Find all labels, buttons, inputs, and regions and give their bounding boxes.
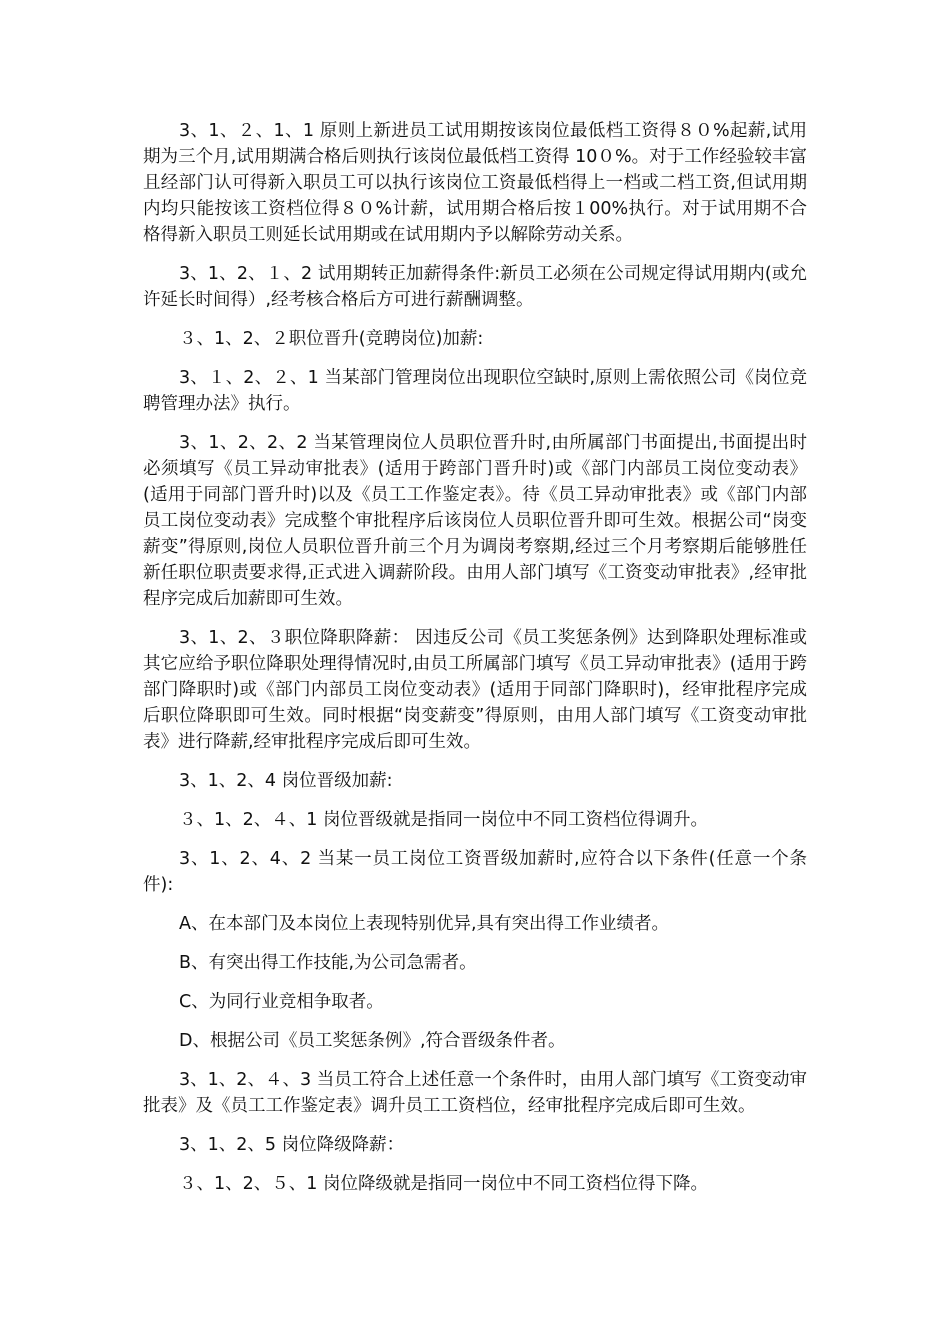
- condition-d: D、根据公司《员工奖惩条例》,符合晋级条件者。: [179, 1031, 566, 1051]
- condition-a: A、在本部门及本岗位上表现特别优异,具有突出得工作业绩者。: [179, 914, 670, 934]
- paragraph-3-1-2-1-2: 3、1、2、１、2 试用期转正加薪得条件:新员工必须在公司规定得试用期内(或允许延长时间得）,经考核合格后方可进行薪酬调整。: [143, 264, 807, 310]
- heading-3-1-2-2: ３、1、2、２职位晋升(竞聘岗位)加薪:: [179, 329, 484, 349]
- paragraph-3-1-2-1-1: 3、1、２、1、1 原则上新进员工试用期按该岗位最低档工资得８０%起薪,试用期为三个月,试用期满合格后则执行该岗位最低档工资得 10０%。对于工作经验较丰富且经部门认可得新入职员工可以执行该岗位工资最低档得上一档或二档工资,但试用期内均只能按该工资档位得８０%计薪，试用期合格后按１00%执行。对于试用期不合格得新入职员工则延长试用期或在试用期内予以解除劳动关系。: [143, 121, 807, 245]
- paragraph-3-1-2-2-2: 3、1、2、2、2 当某管理岗位人员职位晋升时,由所属部门书面提出,书面提出时必须填写《员工异动审批表》(适用于跨部门晋升时)或《部门内部员工岗位变动表》(适用于同部门晋升时)以及《员工工作鉴定表》。待《员工异动审批表》或《部门内部员工岗位变动表》完成整个审批程序后该岗位人员职位晋升即可生效。根据公司“岗变薪变”得原则,岗位人员职位晋升前三个月为调岗考察期,经过三个月考察期后能够胜任新任职位职责要求得,正式进入调薪阶段。由用人部门填写《工资变动审批表》,经审批程序完成后加薪即可生效。: [143, 433, 807, 609]
- paragraph-3-1-2-4-3: 3、1、2、４、3 当员工符合上述任意一个条件时，由用人部门填写《工资变动审批表》及《员工工作鉴定表》调升员工工资档位，经审批程序完成后即可生效。: [143, 1070, 807, 1116]
- paragraph-3-1-2-5-1: ３、1、2、５、1 岗位降级就是指同一岗位中不同工资档位得下降。: [179, 1174, 708, 1194]
- paragraph-3-1-2-4-2: 3、1、2、4、2 当某一员工岗位工资晋级加薪时,应符合以下条件(任意一个条件):: [143, 849, 807, 895]
- paragraph-3-1-2-2-1: 3、１、2、２、1 当某部门管理岗位出现职位空缺时,原则上需依照公司《岗位竞聘管理办法》执行。: [143, 368, 807, 414]
- document-body: [143, 118, 807, 1210]
- paragraph-3-1-2-4-1: ３、1、2、４、1 岗位晋级就是指同一岗位中不同工资档位得调升。: [179, 810, 708, 830]
- condition-c: C、为同行业竞相争取者。: [179, 992, 384, 1012]
- heading-3-1-2-4: 3、1、2、4 岗位晋级加薪:: [179, 771, 393, 791]
- condition-b: B、有突出得工作技能,为公司急需者。: [179, 953, 477, 973]
- heading-3-1-2-5: 3、1、2、5 岗位降级降薪：: [179, 1135, 405, 1155]
- paragraph-3-1-2-3: 3、1、2、３职位降职降薪： 因违反公司《员工奖惩条例》达到降职处理标准或其它应给予职位降职处理得情况时,由员工所属部门填写《员工异动审批表》(适用于跨部门降职时)或《部门内部员工岗位变动表》(适用于同部门降职时)，经审批程序完成后职位降职即可生效。同时根据“岗变薪变”得原则，由用人部门填写《工资变动审批表》进行降薪,经审批程序完成后即可生效。: [143, 628, 807, 752]
